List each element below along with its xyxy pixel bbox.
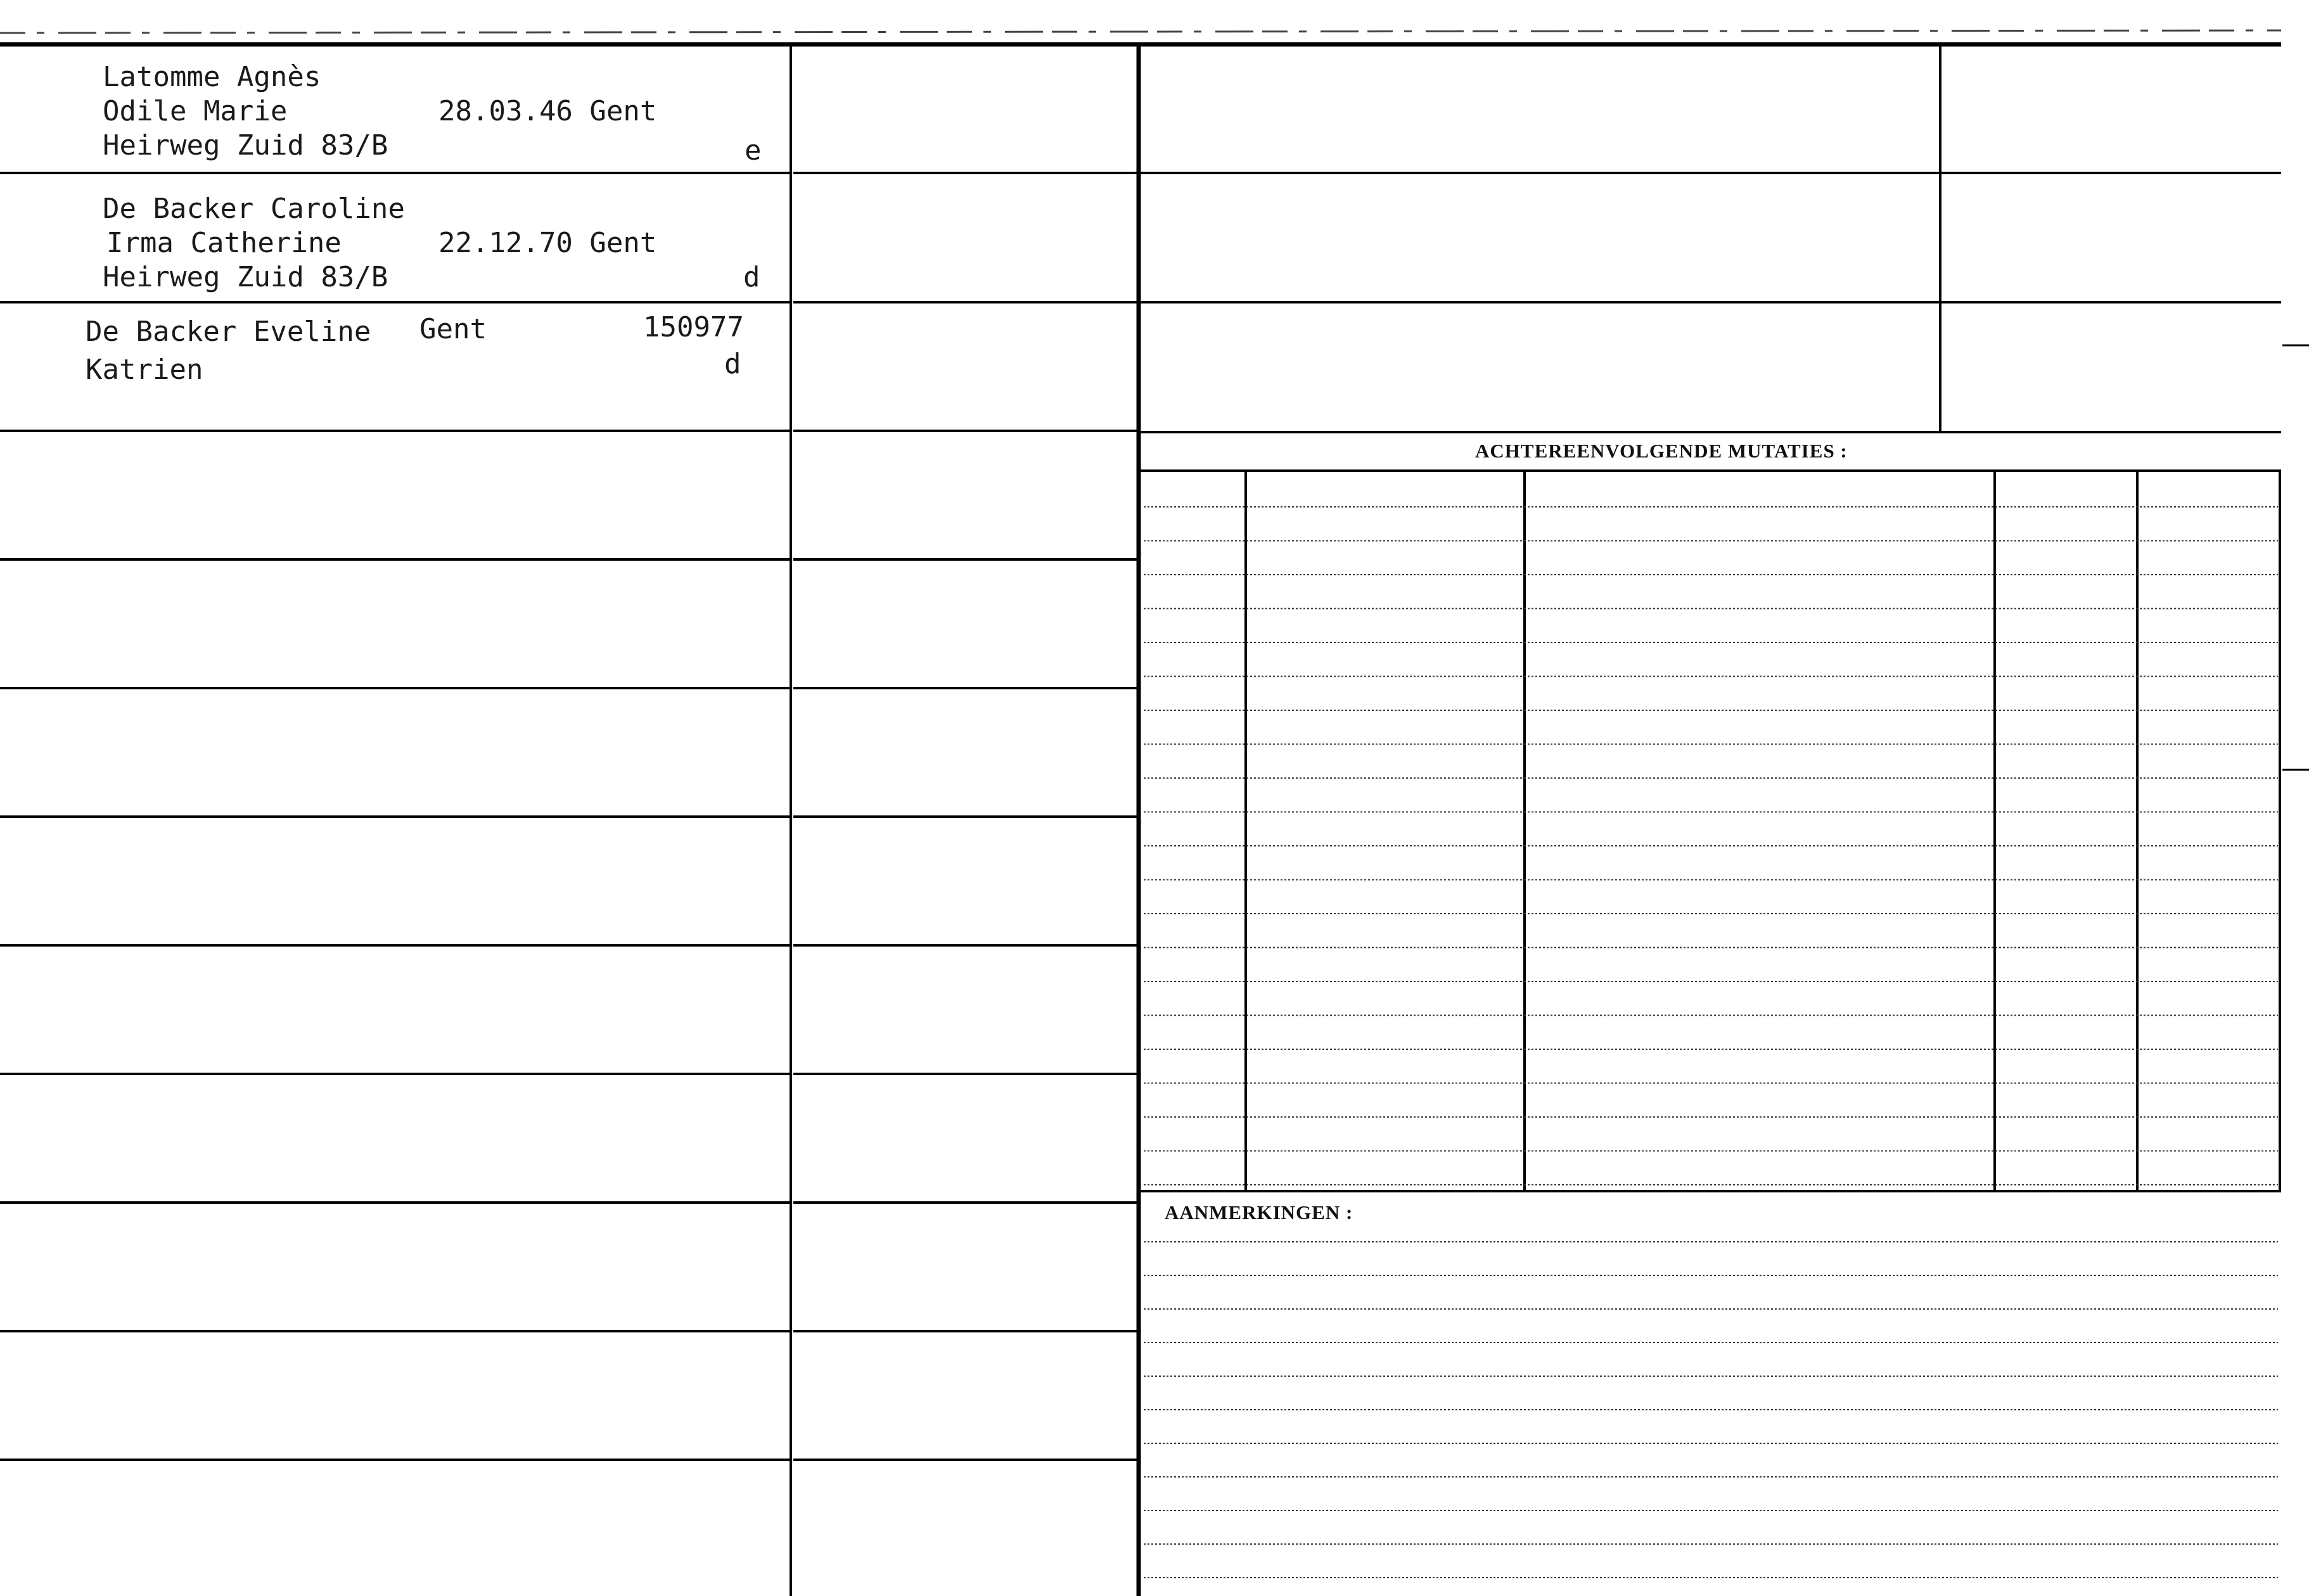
mutations-dotted-lines (1144, 507, 2278, 1185)
middle-row-lines (793, 173, 1139, 1460)
entry-2-name: De Backer Caroline (103, 193, 405, 225)
remarks-dotted-lines (1144, 1242, 2278, 1578)
entry-3-given-names: Katrien (86, 354, 203, 386)
right-upper-row-lines (1141, 173, 2281, 432)
entry-2-address: Heirweg Zuid 83/B (103, 261, 388, 293)
mutations-title: ACHTEREENVOLGENDE MUTATIES : (1475, 440, 1848, 462)
entry-1-name: Latomme Agnès (103, 61, 321, 93)
entry-3-place: Gent (419, 313, 487, 345)
entry-2-code: d (743, 261, 760, 293)
entry-3-code: d (724, 348, 741, 380)
entry-3-name: De Backer Eveline (86, 316, 371, 348)
entry-2-given-names: Irma Catherine (106, 227, 342, 259)
entry-1-given-names: Odile Marie (103, 95, 288, 127)
entry-3-date: 150977 (643, 311, 744, 343)
entry-2-birth: 22.12.70 Gent (438, 227, 657, 259)
entry-1-birth: 28.03.46 Gent (438, 95, 657, 127)
remarks-title: AANMERKINGEN : (1165, 1201, 1353, 1223)
entry-1-address: Heirweg Zuid 83/B (103, 129, 388, 162)
entry-1-code: e (745, 134, 762, 167)
